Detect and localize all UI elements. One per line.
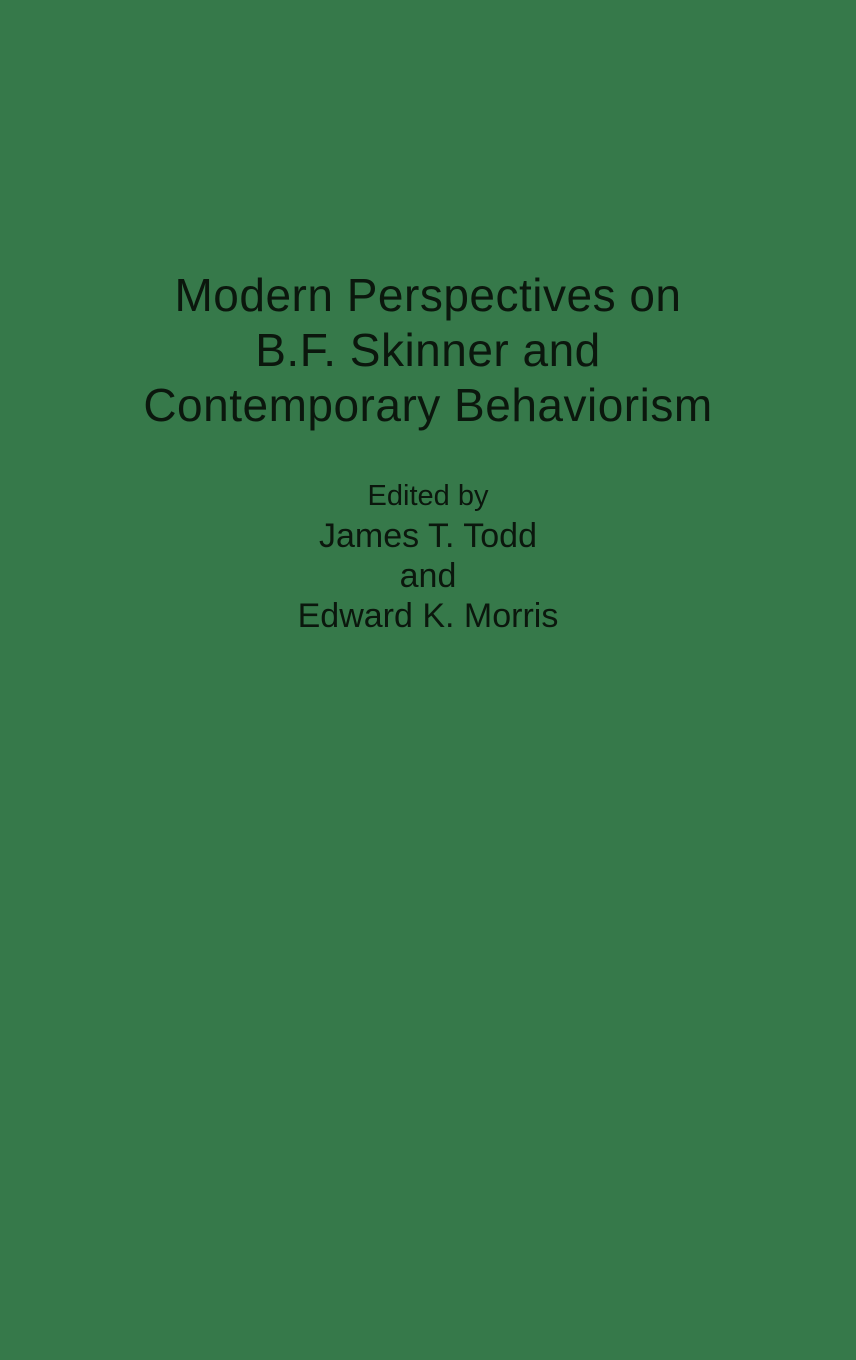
byline-conjunction: and [399,557,457,595]
editor-name-1: James T. Todd [319,517,537,555]
title-line-3: Contemporary Behaviorism [143,379,713,431]
book-title [0,268,856,433]
title-line-2: B.F. Skinner and [255,324,601,376]
title-line-1: Modern Perspectives on [174,269,682,321]
byline [0,476,856,636]
editor-name-2: Edward K. Morris [297,597,559,635]
edited-by-label: Edited by [367,480,489,512]
